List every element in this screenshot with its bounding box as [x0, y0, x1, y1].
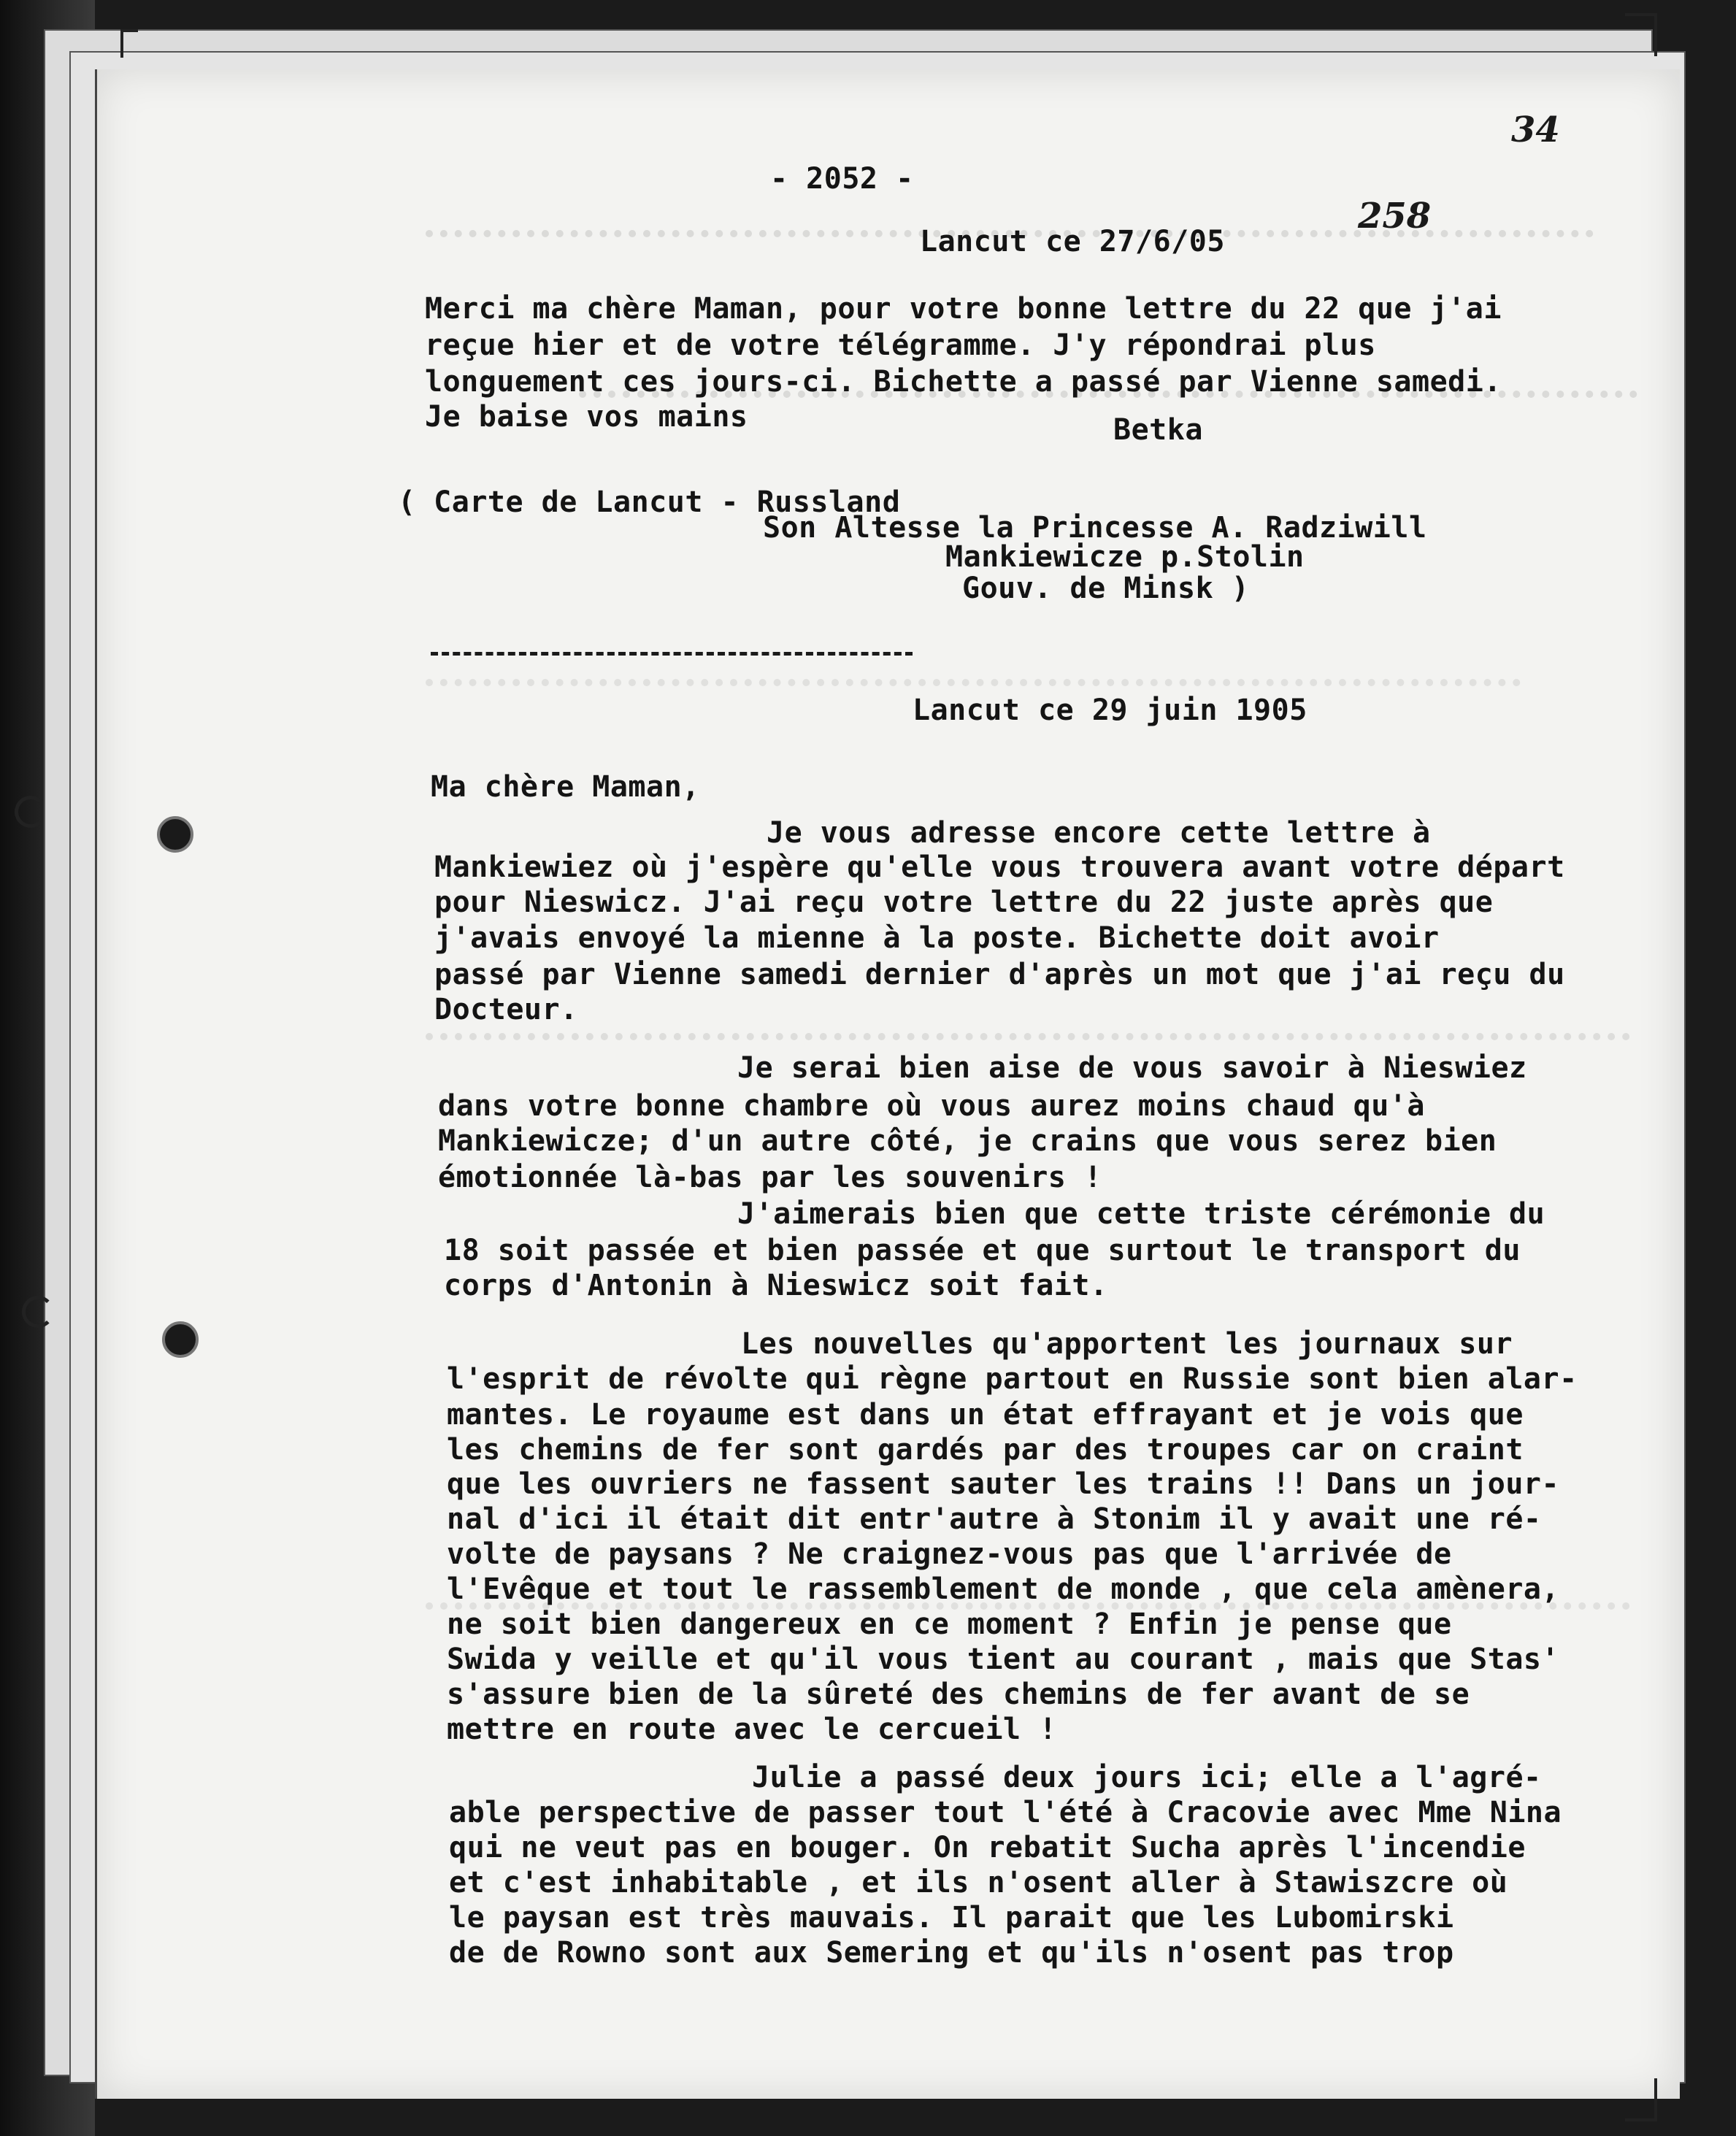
- separator-line: [431, 652, 913, 656]
- letter2-line: Julie a passé deux jours ici; elle a l'agré-: [752, 1761, 1542, 1794]
- punch-hole: [162, 1321, 199, 1358]
- letter2-line: pour Nieswicz. J'ai reçu votre lettre du 22 juste après que: [434, 885, 1494, 919]
- address-line: ( Carte de Lancut - Russland: [398, 485, 901, 519]
- letter2-line: l'esprit de révolte qui règne partout en Russie sont bien alar-: [447, 1362, 1578, 1396]
- letter2-line: Les nouvelles qu'apportent les journaux sur: [741, 1327, 1513, 1361]
- letter2-line: que les ouvriers ne fassent sauter les trains !! Dans un jour-: [447, 1467, 1560, 1501]
- binder-ring-icon: [22, 1296, 54, 1328]
- letter2-line: émotionnée là-bas par les souvenirs !: [438, 1161, 1102, 1194]
- letter2-line: les chemins de fer sont gardés par des troupes car on craint: [447, 1433, 1524, 1467]
- crop-mark: [1625, 13, 1657, 56]
- letter2-line: Mankiewiez où j'espère qu'elle vous trouvera avant votre départ: [434, 850, 1565, 884]
- letter1-dateline: Lancut ce 27/6/05: [920, 225, 1225, 258]
- letter1-line: reçue hier et de votre télégramme. J'y répondrai plus: [425, 329, 1376, 362]
- letter2-line: Je serai bien aise de vous savoir à Nieswiez: [737, 1051, 1527, 1085]
- folio-number-handwritten-2: 258: [1358, 196, 1432, 237]
- letter2-line: nal d'ici il était dit entr'autre à Stonim il y avait une ré-: [447, 1502, 1542, 1536]
- letter2-line: able perspective de passer tout l'été à Cracovie avec Mme Nina: [449, 1796, 1562, 1829]
- address-line: Mankiewicze p.Stolin: [945, 540, 1305, 574]
- letter1-line: Je baise vos mains: [425, 400, 748, 434]
- letter2-dateline: Lancut ce 29 juin 1905: [913, 694, 1307, 727]
- letter2-salutation: Ma chère Maman,: [431, 770, 700, 804]
- letter2-line: qui ne veut pas en bouger. On rebatit Sucha après l'incendie: [449, 1831, 1526, 1864]
- letter2-line: mettre en route avec le cercueil !: [447, 1713, 1057, 1746]
- letter2-line: j'avais envoyé la mienne à la poste. Bichette doit avoir: [434, 921, 1440, 955]
- letter2-line: l'Evêque et tout le rassemblement de monde , que cela amènera,: [447, 1572, 1560, 1606]
- letter2-line: 18 soit passée et bien passée et que surtout le transport du: [444, 1234, 1521, 1267]
- letter2-line: J'aimerais bien que cette triste cérémonie du: [737, 1197, 1545, 1231]
- letter1-line: Merci ma chère Maman, pour votre bonne lettre du 22 que j'ai: [425, 292, 1502, 326]
- letter1-signature: Betka: [1113, 413, 1203, 447]
- address-line: Son Altesse la Princesse A. Radziwill: [763, 511, 1427, 545]
- letter2-line: le paysan est très mauvais. Il parait que les Lubomirski: [449, 1901, 1454, 1935]
- folio-number-handwritten: 34: [1511, 110, 1560, 150]
- letter2-line: Je vous adresse encore cette lettre à: [767, 816, 1431, 850]
- page-number: - 2052 -: [770, 162, 914, 196]
- binder-ring-icon: [15, 796, 47, 828]
- letter2-line: corps d'Antonin à Nieswicz soit fait.: [444, 1269, 1108, 1302]
- letter2-line: et c'est inhabitable , et ils n'osent aller à Stawiszcre où: [449, 1866, 1508, 1899]
- letter2-line: volte de paysans ? Ne craignez-vous pas que l'arrivée de: [447, 1537, 1452, 1571]
- letter2-line: Mankiewicze; d'un autre côté, je crains que vous serez bien: [438, 1124, 1497, 1158]
- address-line: Gouv. de Minsk ): [962, 572, 1250, 605]
- crop-mark: [1625, 2078, 1657, 2121]
- punch-hole: [157, 816, 193, 853]
- letter1-line: longuement ces jours-ci. Bichette a passé par Vienne samedi.: [425, 365, 1502, 399]
- letter2-line: dans votre bonne chambre où vous aurez moins chaud qu'à: [438, 1089, 1426, 1123]
- letter2-line: de de Rowno sont aux Semering et qu'ils n'osent pas trop: [449, 1936, 1454, 1970]
- letter2-line: ne soit bien dangereux en ce moment ? Enfin je pense que: [447, 1607, 1452, 1641]
- crop-mark: [120, 29, 138, 58]
- letter2-line: passé par Vienne samedi dernier d'après un mot que j'ai reçu du: [434, 958, 1565, 991]
- letter2-line: mantes. Le royaume est dans un état effrayant et je vois que: [447, 1398, 1524, 1432]
- letter2-line: Swida y veille et qu'il vous tient au courant , mais que Stas': [447, 1643, 1560, 1676]
- letter2-line: Docteur.: [434, 993, 578, 1026]
- letter2-line: s'assure bien de la sûreté des chemins de fer avant de se: [447, 1678, 1470, 1711]
